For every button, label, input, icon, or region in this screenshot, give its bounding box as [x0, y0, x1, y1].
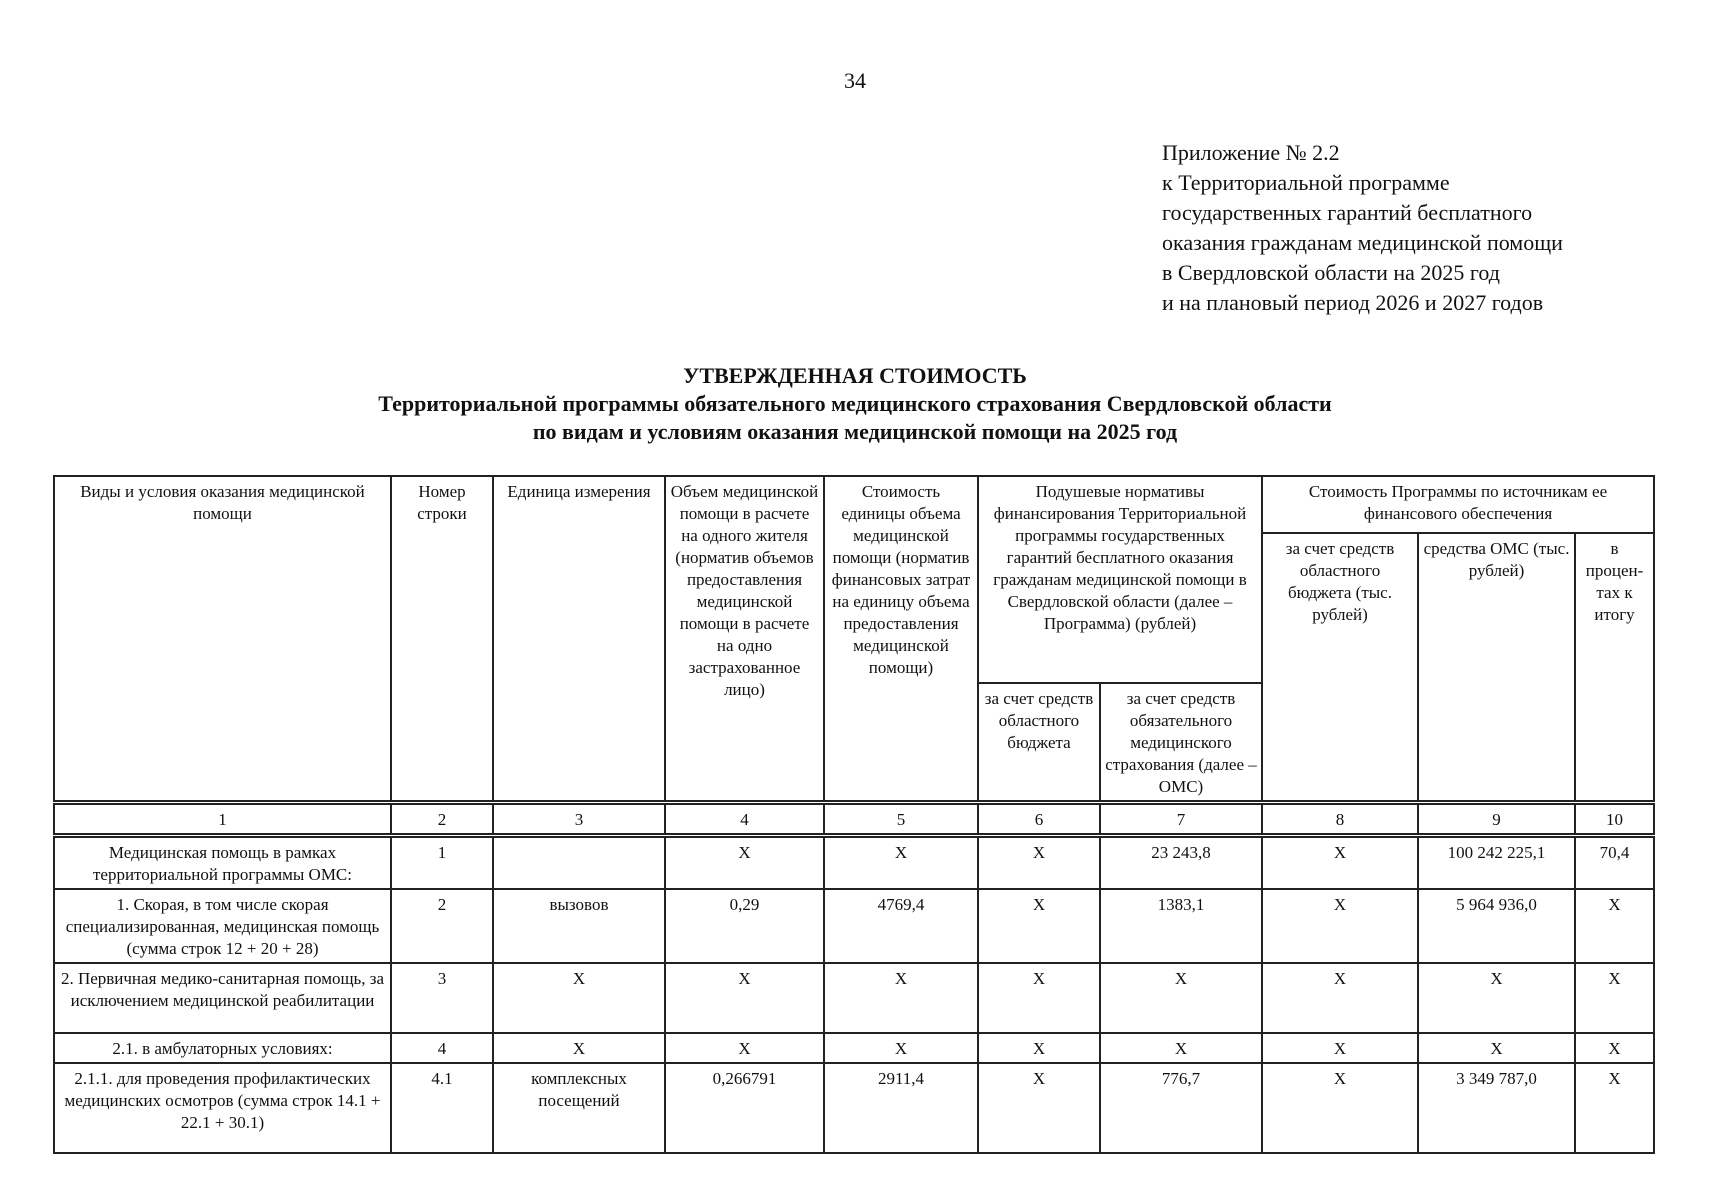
cell-kind: 2.1. в амбулаторных условиях:	[54, 1033, 391, 1063]
column-number: 2	[391, 803, 493, 836]
cell-unit-cost: 2911,4	[824, 1063, 978, 1153]
column-number: 6	[978, 803, 1100, 836]
cell-row-number: 4	[391, 1033, 493, 1063]
cell-row-number: 1	[391, 836, 493, 890]
column-number: 10	[1575, 803, 1654, 836]
table-row	[54, 1063, 1654, 1153]
column-number: 5	[824, 803, 978, 836]
cell-regional-budget-thousand: Х	[1262, 1063, 1418, 1153]
cell-kind: 2.1.1. для проведения профилактических медицинских осмотров (сумма строк 14.1 + 22.1 + 30.1)	[54, 1063, 391, 1153]
cell-kind: 2. Первичная медико-санитарная помощь, за исключением медицинской реабилитации	[54, 963, 391, 1033]
cell-kind: Медицинская помощь в рамках территориальной программы ОМС:	[54, 836, 391, 890]
cell-oms: 23 243,8	[1100, 836, 1262, 890]
header-volume: Объем медицинской помощи в расчете на одного жителя (норматив объемов предоставления медицинской помощи в расчете на одно застрахованное лицо)	[665, 476, 824, 803]
cell-regional-budget: Х	[978, 836, 1100, 890]
header-kinds: Виды и условия оказания медицинской помощи	[54, 476, 391, 803]
header-row-number: Номер строки	[391, 476, 493, 803]
column-number: 7	[1100, 803, 1262, 836]
column-number: 4	[665, 803, 824, 836]
cell-volume: 0,266791	[665, 1063, 824, 1153]
appendix-line: оказания гражданам медицинской помощи	[1162, 230, 1563, 255]
cell-unit	[493, 836, 665, 890]
table-row	[54, 963, 1654, 1033]
column-number: 8	[1262, 803, 1418, 836]
table-row	[54, 836, 1654, 890]
cell-regional-budget-thousand: Х	[1262, 836, 1418, 890]
cell-oms: Х	[1100, 1033, 1262, 1063]
cell-unit: вызовов	[493, 889, 665, 963]
header-regional-budget-thousand: за счет средств областного бюджета (тыс. рублей)	[1262, 533, 1418, 803]
header-percent: в процен-тах к итогу	[1575, 533, 1654, 803]
cell-regional-budget-thousand: Х	[1262, 889, 1418, 963]
header-regional-budget: за счет средств областного бюджета	[978, 683, 1100, 803]
cell-row-number: 3	[391, 963, 493, 1033]
cell-unit-cost: Х	[824, 836, 978, 890]
cell-unit-cost: Х	[824, 963, 978, 1033]
cell-regional-budget: Х	[978, 963, 1100, 1033]
header-per-capita-group: Подушевые нормативы финансирования Территориальной программы государственных гарантий бесплатного оказания гражданам медицинской помощи в Свердловской области (далее – Программа) (рублей)	[978, 476, 1262, 683]
appendix-line: государственных гарантий бесплатного	[1162, 200, 1533, 225]
cell-oms-thousand: Х	[1418, 1033, 1575, 1063]
cell-volume: Х	[665, 963, 824, 1033]
appendix-line: к Территориальной программе	[1162, 170, 1450, 195]
table-row	[54, 1033, 1654, 1063]
table-row	[54, 889, 1654, 963]
title-line-2: Территориальной программы обязательного медицинского страхования Свердловской области	[378, 391, 1332, 416]
cell-volume: 0,29	[665, 889, 824, 963]
cell-row-number: 4.1	[391, 1063, 493, 1153]
document-title	[0, 362, 1710, 446]
appendix-line: в Свердловской области на 2025 год	[1162, 260, 1500, 285]
cell-oms-thousand: Х	[1418, 963, 1575, 1033]
header-oms-thousand: средства ОМС (тыс. рублей)	[1418, 533, 1575, 803]
cell-percent: Х	[1575, 1033, 1654, 1063]
page-number: 34	[844, 68, 866, 93]
cell-regional-budget: Х	[978, 1033, 1100, 1063]
cost-table	[53, 475, 1655, 1154]
cell-oms-thousand: 100 242 225,1	[1418, 836, 1575, 890]
cell-percent: Х	[1575, 1063, 1654, 1153]
column-number: 3	[493, 803, 665, 836]
column-number: 1	[54, 803, 391, 836]
title-line-3: по видам и условиям оказания медицинской помощи на 2025 год	[532, 419, 1178, 444]
header-unit-cost: Стоимость единицы объема медицинской помощи (норматив финансовых затрат на единицу объема предоставления медицинской помощи)	[824, 476, 978, 803]
cell-volume: Х	[665, 1033, 824, 1063]
cell-regional-budget-thousand: Х	[1262, 1033, 1418, 1063]
cell-oms: 1383,1	[1100, 889, 1262, 963]
header-unit: Единица измерения	[493, 476, 665, 803]
title-line-1: УТВЕРЖДЕННАЯ СТОИМОСТЬ	[683, 363, 1027, 388]
cell-regional-budget: Х	[978, 1063, 1100, 1153]
appendix-line: Приложение № 2.2	[1162, 140, 1340, 165]
cell-percent: Х	[1575, 963, 1654, 1033]
cell-regional-budget: Х	[978, 889, 1100, 963]
cell-unit-cost: 4769,4	[824, 889, 978, 963]
cell-percent: 70,4	[1575, 836, 1654, 890]
appendix-note	[1162, 138, 1563, 318]
cell-oms-thousand: 3 349 787,0	[1418, 1063, 1575, 1153]
cell-oms: Х	[1100, 963, 1262, 1033]
cell-unit: Х	[493, 963, 665, 1033]
cell-unit-cost: Х	[824, 1033, 978, 1063]
cell-unit: Х	[493, 1033, 665, 1063]
cell-volume: Х	[665, 836, 824, 890]
cell-unit: комплексных посещений	[493, 1063, 665, 1153]
cell-row-number: 2	[391, 889, 493, 963]
appendix-line: и на плановый период 2026 и 2027 годов	[1162, 290, 1544, 315]
column-number-row	[54, 803, 1654, 836]
cell-percent: Х	[1575, 889, 1654, 963]
header-oms: за счет средств обязательного медицинского страхования (далее – ОМС)	[1100, 683, 1262, 803]
cell-oms: 776,7	[1100, 1063, 1262, 1153]
cell-kind: 1. Скорая, в том числе скорая специализированная, медицинская помощь (сумма строк 12 + 20 + 28)	[54, 889, 391, 963]
cell-oms-thousand: 5 964 936,0	[1418, 889, 1575, 963]
cell-regional-budget-thousand: Х	[1262, 963, 1418, 1033]
column-number: 9	[1418, 803, 1575, 836]
header-cost-group: Стоимость Программы по источникам ее финансового обеспечения	[1262, 476, 1654, 533]
